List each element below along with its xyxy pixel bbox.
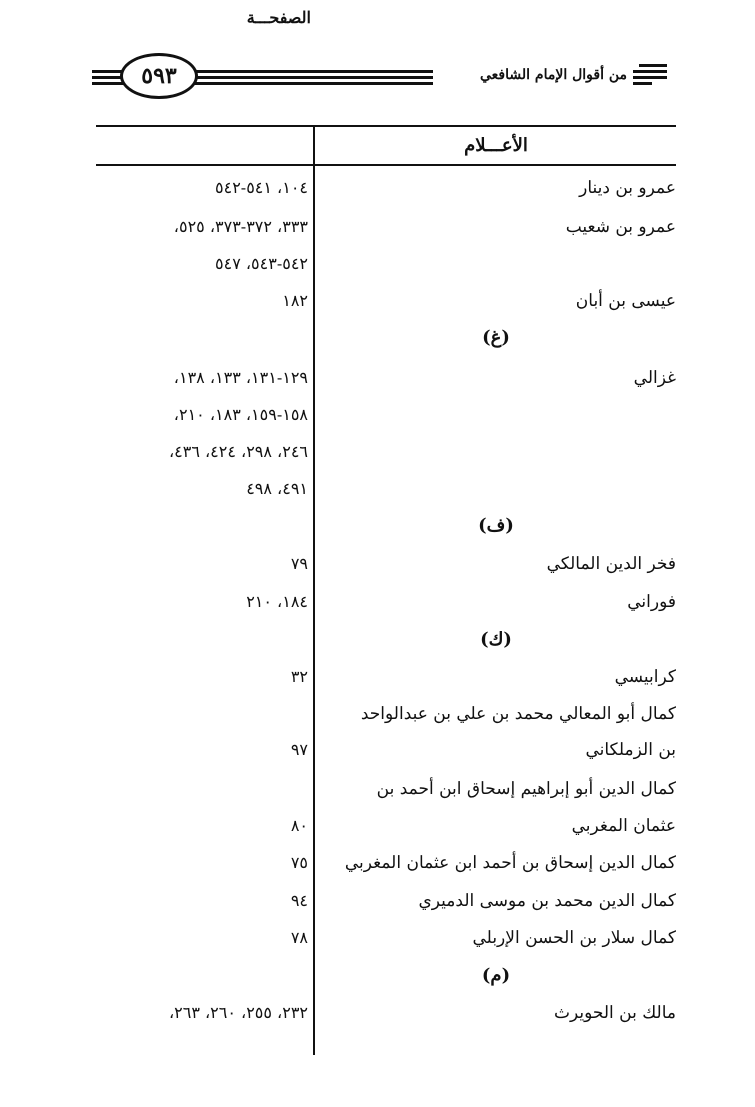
entry-pages: ١٨٤، ٢١٠	[246, 592, 308, 611]
entry-name: عمرو بن دينار	[579, 178, 676, 198]
index-row	[96, 209, 676, 245]
header-underline	[96, 164, 676, 166]
entry-pages: ٩٤	[290, 891, 308, 910]
index-row	[96, 732, 676, 768]
entry-name	[318, 246, 676, 282]
entry-pages: ٨٠	[290, 816, 308, 835]
entry-name: كمال سلار بن الحسن الإربلي	[472, 928, 676, 948]
entry-name: فوراني	[627, 592, 676, 612]
entry-name	[318, 397, 676, 433]
entry-name	[318, 471, 676, 507]
entry-pages: ١٥٨-١٥٩، ١٨٣، ٢١٠،	[173, 405, 308, 424]
entry-name: كمال أبو المعالي محمد بن علي بن عبدالواحد	[360, 704, 676, 724]
index-row	[96, 283, 676, 319]
index-row	[96, 397, 676, 433]
entry-pages: ٧٨	[290, 928, 308, 947]
entry-pages: ١٢٩-١٣١، ١٣٣، ١٣٨،	[173, 368, 308, 387]
entry-name: كمال الدين إسحاق بن أحمد ابن عثمان المغربي	[344, 853, 676, 873]
entry-pages: ٤٩١، ٤٩٨	[246, 479, 308, 498]
entry-name: كمال الدين أبو إبراهيم إسحاق ابن أحمد بن	[376, 779, 676, 799]
index-row	[96, 546, 676, 582]
index-row	[96, 471, 676, 507]
entry-name: كرابيسي	[614, 667, 676, 687]
entry-name: عمرو بن شعيب	[565, 217, 676, 237]
index-row	[96, 659, 676, 695]
column-header-names: الأعـــلام	[464, 135, 528, 156]
entry-pages: ٣٣٣، ٣٧٢-٣٧٣، ٥٢٥،	[173, 217, 308, 236]
entry-pages: ٥٤٢-٥٤٣، ٥٤٧	[215, 254, 308, 273]
index-row	[96, 246, 676, 282]
index-row	[96, 771, 676, 807]
index-row	[96, 808, 676, 844]
entry-name: عثمان المغربي	[571, 816, 676, 836]
index-row	[96, 434, 676, 470]
header-ornament	[639, 64, 667, 80]
column-header-pages: الصفحـــة	[246, 8, 311, 27]
entry-pages	[96, 771, 308, 807]
entry-name: فخر الدين المالكي	[546, 554, 676, 574]
entry-name	[318, 434, 676, 470]
index-row	[96, 360, 676, 396]
entry-name: غزالي	[633, 368, 676, 388]
index-row	[96, 170, 676, 206]
index-row	[96, 883, 676, 919]
section-letter: (م)	[481, 965, 511, 986]
entry-name: بن الزملكاني	[585, 740, 676, 760]
entry-pages: ٣٢	[290, 667, 308, 686]
page-number: ٥٩٣	[120, 53, 198, 99]
section-letter: (ف)	[478, 515, 514, 536]
index-row	[96, 696, 676, 732]
index-row	[96, 584, 676, 620]
entry-pages: ٩٧	[290, 740, 308, 759]
entry-name: مالك بن الحويرث	[553, 1003, 676, 1023]
entry-name: عيسى بن أبان	[575, 291, 676, 311]
book-title: من أقوال الإمام الشافعي	[433, 62, 633, 88]
index-row	[96, 995, 676, 1031]
entry-pages	[96, 696, 308, 732]
index-row	[96, 845, 676, 881]
entry-pages: ٧٥	[290, 853, 308, 872]
section-letter: (ك)	[480, 629, 512, 650]
entry-pages: ٢٣٢، ٢٥٥، ٢٦٠، ٢٦٣،	[168, 1003, 308, 1022]
table-top-rule	[96, 125, 676, 127]
index-row	[96, 920, 676, 956]
entry-pages: ٧٩	[290, 554, 308, 573]
section-letter: (غ)	[482, 327, 510, 348]
entry-pages: ١٠٤، ٥٤١-٥٤٢	[215, 178, 308, 197]
entry-name: كمال الدين محمد بن موسى الدميري	[418, 891, 676, 911]
entry-pages: ٢٤٦، ٢٩٨، ٤٢٤، ٤٣٦،	[168, 442, 308, 461]
entry-pages: ١٨٢	[282, 291, 308, 310]
